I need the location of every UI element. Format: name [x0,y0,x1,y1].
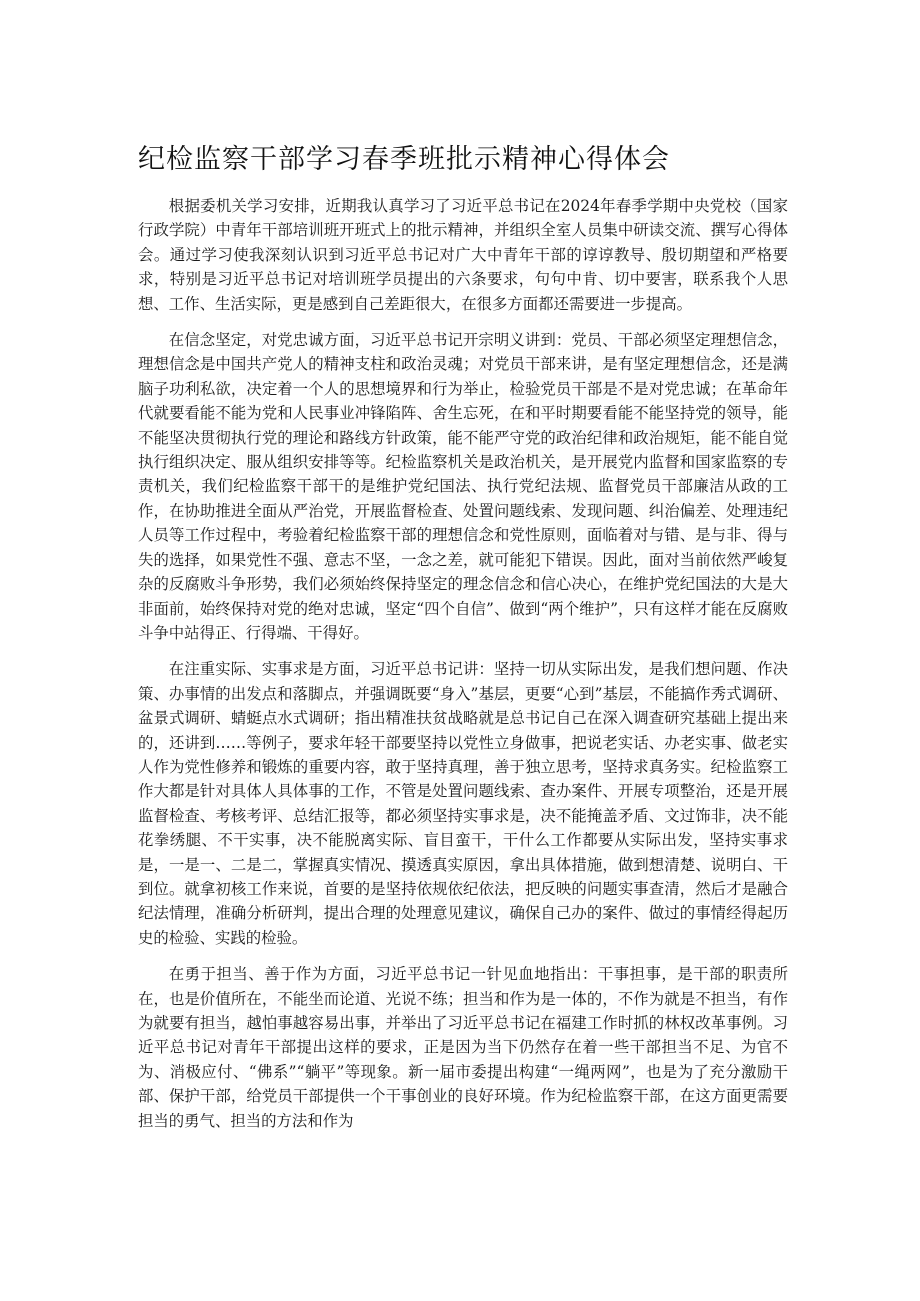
document-page [138,140,788,1145]
document-title: 纪检监察干部学习春季班批示精神心得体会 [138,144,670,175]
paragraph-loyalty: 在信念坚定，对党忠诚方面，习近平总书记开宗明义讲到：党员、干部必须坚定理想信念，理想信念是中国共产党人的精神支柱和政治灵魂；对党员干部来讲，是有坚定理想信念，还是满脑子功利私欲，决定着一个人的思想境界和行为举止，检验党员干部是不是对党忠诚；在革命年代就要看能不能为党和人民事业冲锋陷阵、舍生忘死，在和平时期要看能不能坚持党的领导，能不能坚决贯彻执行党的理论和路线方针政策，能不能严守党的政治纪律和政治规矩，能不能自觉执行组织决定、服从组织安排等等。纪检监察机关是政治机关，是开展党内监督和国家监察的专责机关，我们纪检监察干部干的是维护党纪国法、执行党纪法规、监督党员干部廉洁从政的工作，在协助推进全面从严治党，开展监督检查、处置问题线索、发现问题、纠治偏差、处理违纪人员等工作过程中，考验着纪检监察干部的理想信念和党性原则，面临着对与错、是与非、得与失的选择，如果党性不强、意志不坚，一念之差，就可能犯下错误。因此，面对当前依然严峻复杂的反腐败斗争形势，我们必须始终保持坚定的理念信念和信心决心，在维护党纪国法的大是大非面前，始终保持对党的绝对忠诚，坚定“四个自信”、做到“两个维护”，只有这样才能在反腐败斗争中站得正、行得端、干得好。 [138,331,788,642]
paragraph-intro: 根据委机关学习安排，近期我认真学习了习近平总书记在2024年春季学期中央党校（国家行政学院）中青年干部培训班开班式上的批示精神，并组织全室人员集中研读交流、撰写心得体会。通过学习使我深刻认识到习近平总书记对广大中青年干部的谆谆教导、殷切期望和严格要求，特别是习近平总书记对培训班学员提出的六条要求，句句中肯、切中要害，联系我个人思想、工作、生活实际，更是感到自己差距很大，在很多方面都还需要进一步提高。 [138,197,788,313]
paragraph-practical: 在注重实际、实事求是方面，习近平总书记讲：坚持一切从实际出发，是我们想问题、作决策、办事情的出发点和落脚点，并强调既要“身入”基层，更要“心到”基层，不能搞作秀式调研、盆景式调研、蜻蜓点水式调研；指出精准扶贫战略就是总书记自己在深入调查研究基础上提出来的，还讲到……等例子，要求年轻干部要坚持以党性立身做事，把说老实话、办老实事、做老实人作为党性修养和锻炼的重要内容，敢于坚持真理，善于独立思考，坚持求真务实。纪检监察工作大都是针对具体人具体事的工作，不管是处置问题线索、查办案件、开展专项整治，还是开展监督检查、考核考评、总结汇报等，都必须坚持实事求是，决不能掩盖矛盾、文过饰非，决不能花拳绣腿、不干实事，决不能脱离实际、盲目蛮干，干什么工作都要从实际出发，坚持实事求是，一是一、二是二，掌握真实情况、摸透真实原因，拿出具体措施，做到想清楚、说明白、干到位。就拿初核工作来说，首要的是坚持依规依纪依法，把反映的问题实事查清，然后才是融合纪法情理，准确分析研判，提出合理的处理意见建议，确保自己办的案件、做过的事情经得起历史的检验、实践的检验。 [138,660,788,947]
paragraph-responsibility: 在勇于担当、善于作为方面，习近平总书记一针见血地指出：干事担事，是干部的职责所在，也是价值所在，不能坐而论道、光说不练；担当和作为是一体的，不作为就是不担当，有作为就要有担当，越怕事越容易出事，并举出了习近平总书记在福建工作时抓的林权改革事例。习近平总书记对青年干部提出这样的要求，正是因为当下仍然存在着一些干部担当不足、为官不为、消极应付、“佛系”“躺平”等现象。新一届市委提出构建“一绳两网”，也是为了充分激励干部、保护干部，给党员干部提供一个干事创业的良好环境。作为纪检监察干部，在这方面更需要担当的勇气、担当的方法和作为 [138,965,788,1130]
